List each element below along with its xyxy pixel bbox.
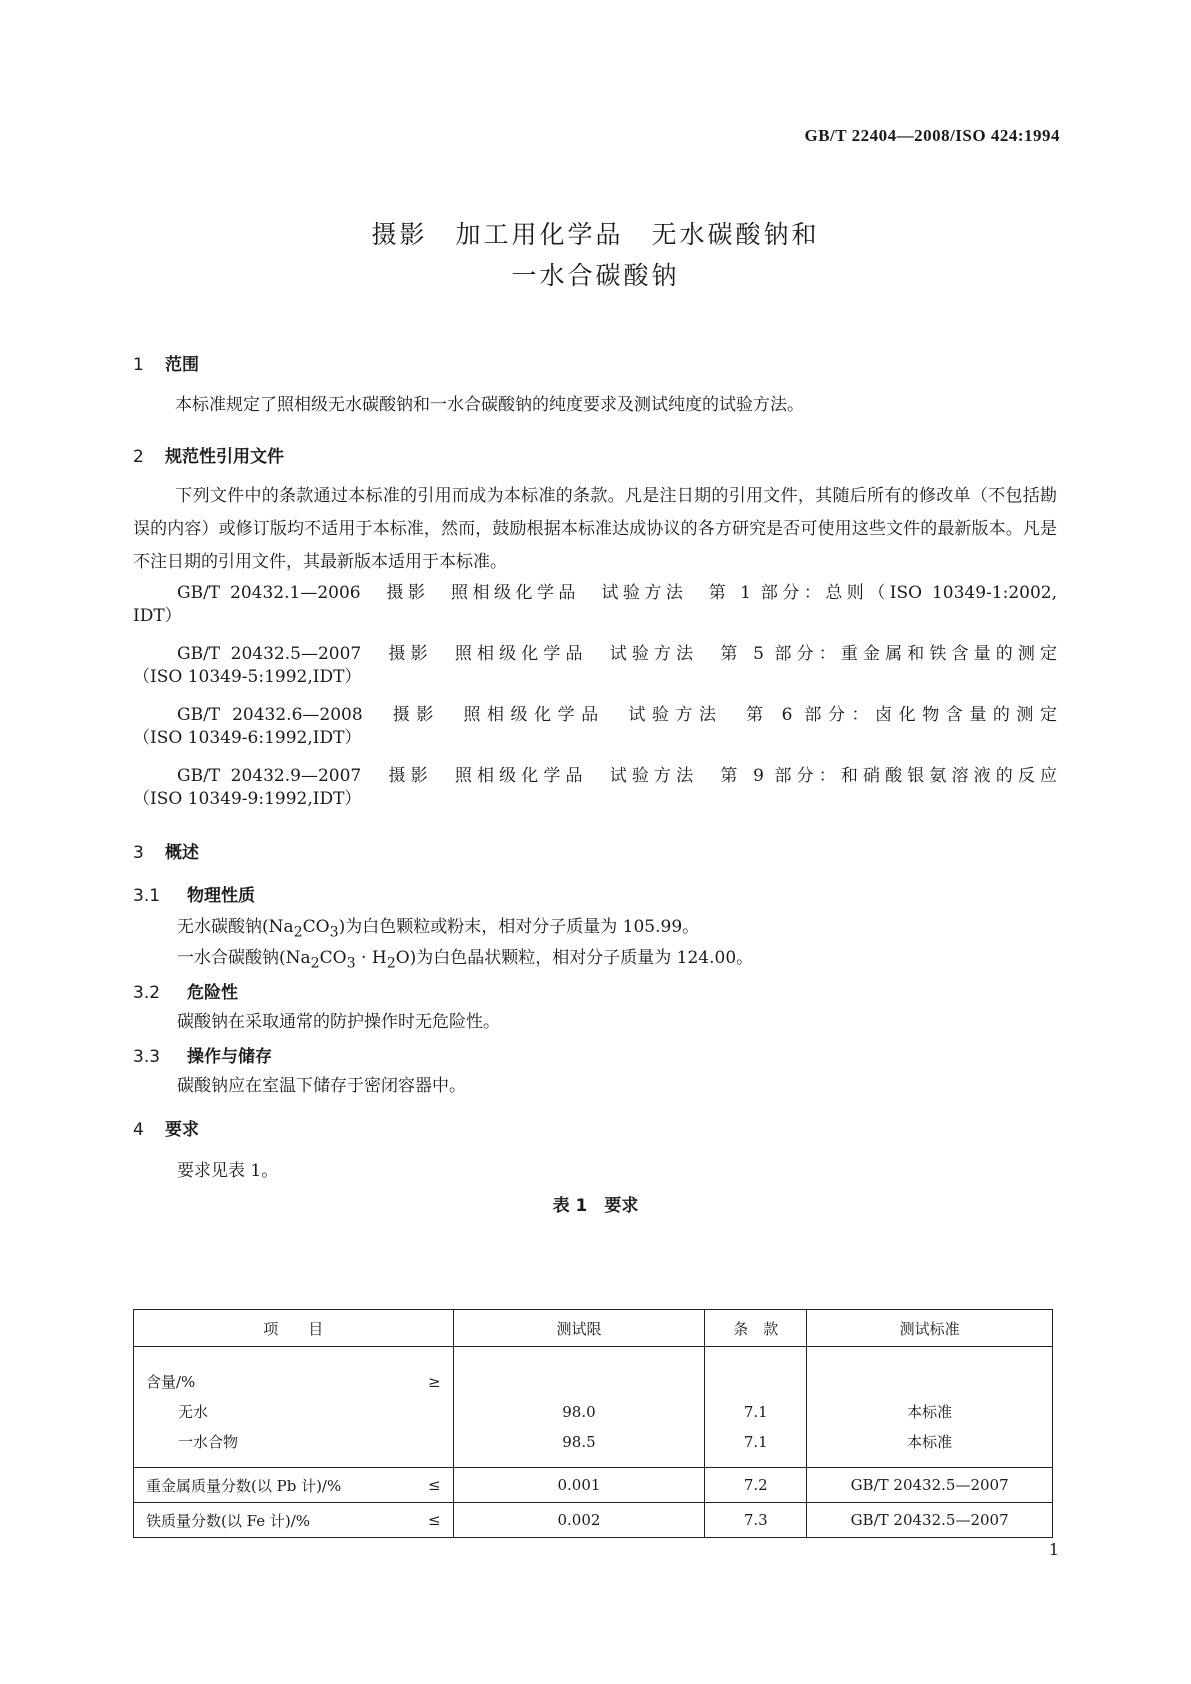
cell-item: 重金属质量分数(以 Pb 计)/% ≤: [134, 1468, 454, 1503]
reference-4-line2: （ISO 10349-9:1992,IDT）: [133, 789, 362, 809]
header-clause: 条 款: [705, 1310, 807, 1347]
cell-standard: GB/T 20432.5—2007: [807, 1503, 1053, 1538]
header-limit: 测试限: [453, 1310, 705, 1347]
cell-clause: 7.2: [705, 1468, 807, 1503]
table-caption: 表 1 要求: [552, 1196, 639, 1216]
section-number: 3.3: [133, 1047, 161, 1067]
section-title: 范围: [165, 355, 199, 375]
section-number: 2: [133, 447, 144, 467]
property-anhydrous: 无水碳酸钠$(Na_2CO_3)$为白色颗粒或粉末，相对分子质量为 105.99。: [177, 917, 700, 941]
standard-code: GB/T 22404—2008/ISO 424:1994: [804, 126, 1060, 145]
reference-4-line1: GB/T 20432.9—2007 摄影 照相级化学品 试验方法 第 9 部分：和硝酸银氨溶液的反应: [177, 766, 1057, 786]
section-title: 规范性引用文件: [165, 447, 284, 467]
cell-clause: 7.1 7.1: [705, 1347, 807, 1468]
cell-limit: 0.001: [453, 1468, 705, 1503]
document-title-line1: 摄影 加工用化学品 无水碳酸钠和: [371, 220, 820, 249]
cell-clause: 7.3: [705, 1503, 807, 1538]
section-title: 操作与储存: [187, 1047, 272, 1067]
section-4-text: 要求见表 1。: [177, 1161, 279, 1181]
table-row: [134, 1468, 1053, 1503]
section-number: 3.2: [133, 983, 161, 1003]
section-title: 危险性: [187, 983, 238, 1003]
header-standard: 测试标准: [807, 1310, 1053, 1347]
section-title: 要求: [165, 1120, 199, 1140]
reference-3-line1: GB/T 20432.6—2008 摄影 照相级化学品 试验方法 第 6 部分：卤化物含量的测定: [177, 705, 1057, 725]
table-header-row: [134, 1310, 1053, 1347]
section-title: 概述: [165, 843, 199, 863]
section-3-heading: [133, 838, 199, 863]
section-2-intro: 下列文件中的条款通过本标准的引用而成为本标准的条款。凡是注日期的引用文件，其随后所有的修改单（不包括勘误的内容）或修订版均不适用于本标准，然而，鼓励根据本标准达成协议的各方研究是否可使用这些文件的最新版本。凡是不注日期的引用文件，其最新版本适用于本标准。: [133, 486, 1057, 572]
reference-3-line2: （ISO 10349-6:1992,IDT）: [133, 728, 362, 748]
table-row: [134, 1347, 1053, 1468]
section-3-1-heading: [133, 881, 255, 906]
document-title-line2: 一水合碳酸钠: [511, 261, 680, 290]
section-number: 3: [133, 843, 144, 863]
cell-item: 铁质量分数(以 Fe 计)/% ≤: [134, 1503, 454, 1538]
section-title: 物理性质: [187, 886, 255, 906]
section-4-heading: [133, 1115, 199, 1140]
cell-item: 含量/% ≥ 无水 一水合物: [134, 1347, 454, 1468]
section-3-3-text: 碳酸钠应在室温下储存于密闭容器中。: [177, 1076, 466, 1096]
property-monohydrate: 一水合碳酸钠$(Na_2CO_3 \cdot H_2O)$为白色晶状颗粒，相对分子质量为 124.00。: [177, 948, 754, 972]
section-1-heading: [133, 350, 199, 375]
section-number: 1: [133, 355, 144, 375]
section-3-3-heading: [133, 1042, 272, 1067]
cell-standard: GB/T 20432.5—2007: [807, 1468, 1053, 1503]
section-3-2-text: 碳酸钠在采取通常的防护操作时无危险性。: [177, 1012, 500, 1032]
reference-1-line2: IDT）: [133, 606, 182, 626]
header-item: 项 目: [134, 1310, 454, 1347]
reference-2-line2: （ISO 10349-5:1992,IDT）: [133, 667, 362, 687]
cell-standard: 本标准 本标准: [807, 1347, 1053, 1468]
table-row: [134, 1503, 1053, 1538]
section-1-text: 本标准规定了照相级无水碳酸钠和一水合碳酸钠的纯度要求及测试纯度的试验方法。: [175, 395, 804, 415]
section-number: 4: [133, 1120, 144, 1140]
cell-limit: 98.0 98.5: [453, 1347, 705, 1468]
requirements-table: [133, 1309, 1053, 1538]
section-2-heading: [133, 442, 284, 467]
reference-2-line1: GB/T 20432.5—2007 摄影 照相级化学品 试验方法 第 5 部分：重金属和铁含量的测定: [177, 644, 1057, 664]
reference-1-line1: GB/T 20432.1—2006 摄影 照相级化学品 试验方法 第 1 部分：总则（ISO 10349-1:2002,: [177, 583, 1057, 603]
section-3-2-heading: [133, 978, 238, 1003]
cell-limit: 0.002: [453, 1503, 705, 1538]
section-number: 3.1: [133, 886, 161, 906]
page-number: 1: [1048, 1540, 1059, 1559]
